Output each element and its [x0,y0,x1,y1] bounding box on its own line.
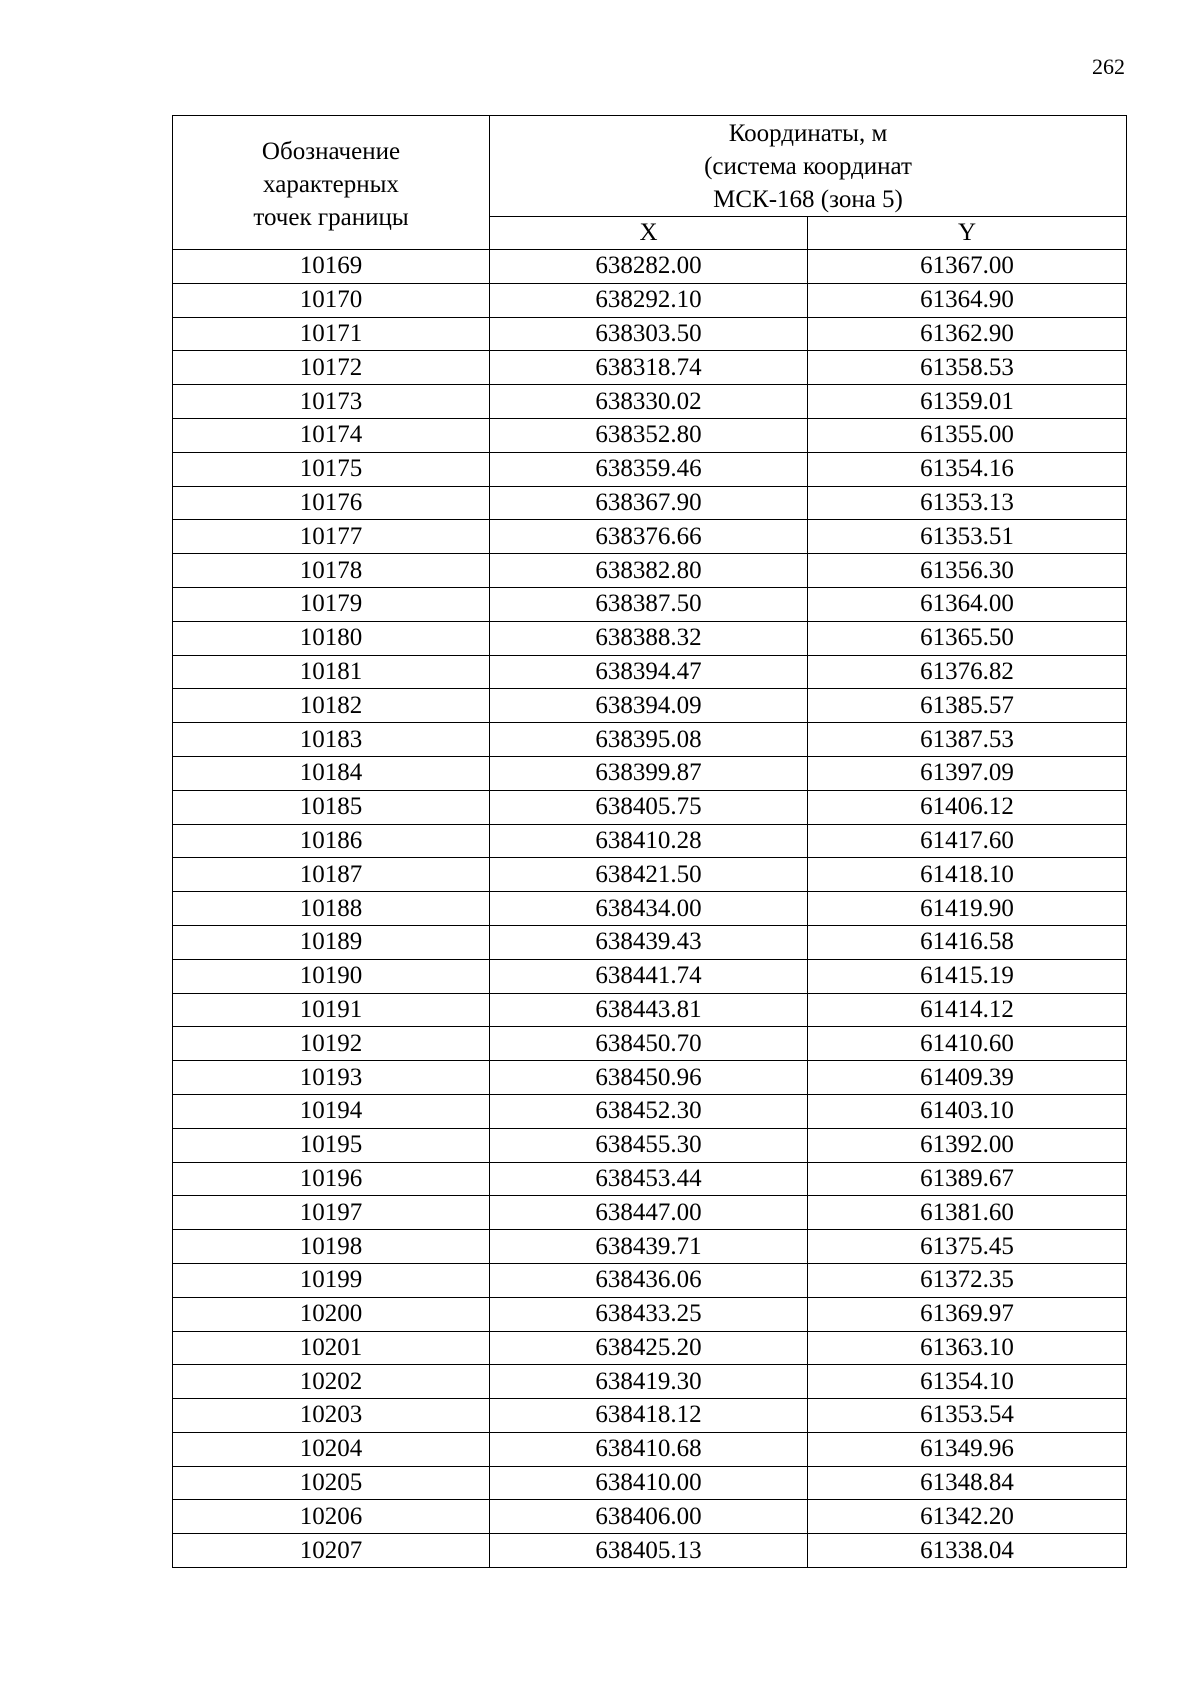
y-coordinate-cell: 61363.10 [808,1331,1127,1365]
y-coordinate-cell: 61362.90 [808,317,1127,351]
point-cell: 10193 [173,1061,490,1095]
x-coordinate-cell: 638367.90 [490,486,808,520]
x-coordinate-cell: 638382.80 [490,554,808,588]
coord-header-line: (система координат [704,153,912,180]
point-cell: 10191 [173,993,490,1027]
y-coordinate-cell: 61354.16 [808,452,1127,486]
table-row [173,993,1127,1027]
table-row [173,689,1127,723]
coordinates-header [490,116,1127,217]
point-cell: 10199 [173,1263,490,1297]
x-coordinate-cell: 638405.75 [490,790,808,824]
point-cell: 10174 [173,418,490,452]
y-coordinate-cell: 61397.09 [808,756,1127,790]
y-coordinate-cell: 61365.50 [808,621,1127,655]
point-cell: 10169 [173,250,490,284]
x-coordinate-cell: 638406.00 [490,1500,808,1534]
x-coordinate-cell: 638410.68 [490,1432,808,1466]
y-coordinate-cell: 61353.51 [808,520,1127,554]
y-coordinate-cell: 61403.10 [808,1094,1127,1128]
point-cell: 10207 [173,1534,490,1568]
point-cell: 10192 [173,1027,490,1061]
table-row [173,554,1127,588]
y-coordinate-cell: 61406.12 [808,790,1127,824]
x-coordinate-cell: 638436.06 [490,1263,808,1297]
y-coordinate-cell: 61353.13 [808,486,1127,520]
y-column-header: Y [808,217,1127,250]
y-coordinate-cell: 61415.19 [808,959,1127,993]
y-coordinate-cell: 61364.00 [808,587,1127,621]
table-row [173,959,1127,993]
x-coordinate-cell: 638439.71 [490,1230,808,1264]
point-header-line: характерных [263,171,399,198]
table-row [173,1534,1127,1568]
x-coordinate-cell: 638434.00 [490,892,808,926]
x-coordinate-cell: 638399.87 [490,756,808,790]
x-coordinate-cell: 638292.10 [490,283,808,317]
table-row [173,351,1127,385]
point-header-line: Обозначение [261,138,401,165]
y-coordinate-cell: 61385.57 [808,689,1127,723]
table-row [173,1094,1127,1128]
y-coordinate-cell: 61375.45 [808,1230,1127,1264]
point-designation-header [173,116,490,250]
page-number: 262 [1092,54,1125,79]
x-coordinate-cell: 638453.44 [490,1162,808,1196]
y-coordinate-cell: 61416.58 [808,925,1127,959]
table-header [173,116,1127,250]
y-coordinate-cell: 61355.00 [808,418,1127,452]
point-cell: 10173 [173,385,490,419]
point-cell: 10184 [173,756,490,790]
y-coordinate-cell: 61409.39 [808,1061,1127,1095]
y-coordinate-cell: 61359.01 [808,385,1127,419]
table-row [173,756,1127,790]
table-row [173,486,1127,520]
x-column-header: X [490,217,808,250]
table-row [173,587,1127,621]
point-cell: 10200 [173,1297,490,1331]
point-cell: 10178 [173,554,490,588]
point-cell: 10195 [173,1128,490,1162]
x-coordinate-cell: 638376.66 [490,520,808,554]
table-row [173,925,1127,959]
x-coordinate-cell: 638410.00 [490,1466,808,1500]
x-coordinate-cell: 638450.96 [490,1061,808,1095]
y-coordinate-cell: 61387.53 [808,723,1127,757]
y-coordinate-cell: 61369.97 [808,1297,1127,1331]
y-coordinate-cell: 61358.53 [808,351,1127,385]
point-cell: 10172 [173,351,490,385]
y-coordinate-cell: 61349.96 [808,1432,1127,1466]
x-coordinate-cell: 638455.30 [490,1128,808,1162]
point-cell: 10190 [173,959,490,993]
point-cell: 10170 [173,283,490,317]
table-row [173,824,1127,858]
table-row [173,1500,1127,1534]
x-coordinate-cell: 638282.00 [490,250,808,284]
x-coordinate-cell: 638419.30 [490,1365,808,1399]
table-row [173,1399,1127,1433]
table-row [173,1331,1127,1365]
table-row [173,1027,1127,1061]
y-coordinate-cell: 61348.84 [808,1466,1127,1500]
table-row [173,892,1127,926]
x-coordinate-cell: 638405.13 [490,1534,808,1568]
table-row [173,1432,1127,1466]
x-coordinate-cell: 638425.20 [490,1331,808,1365]
table-row [173,655,1127,689]
table-row [173,1061,1127,1095]
y-coordinate-cell: 61418.10 [808,858,1127,892]
x-coordinate-cell: 638394.47 [490,655,808,689]
table-row [173,1466,1127,1500]
x-coordinate-cell: 638433.25 [490,1297,808,1331]
y-coordinate-cell: 61410.60 [808,1027,1127,1061]
point-cell: 10189 [173,925,490,959]
point-cell: 10203 [173,1399,490,1433]
table-row [173,250,1127,284]
point-cell: 10186 [173,824,490,858]
y-coordinate-cell: 61364.90 [808,283,1127,317]
x-coordinate-cell: 638439.43 [490,925,808,959]
table-row [173,1365,1127,1399]
x-coordinate-cell: 638450.70 [490,1027,808,1061]
table-row [173,1128,1127,1162]
point-cell: 10185 [173,790,490,824]
table-row [173,520,1127,554]
y-coordinate-cell: 61342.20 [808,1500,1127,1534]
table-row [173,790,1127,824]
x-coordinate-cell: 638452.30 [490,1094,808,1128]
point-cell: 10179 [173,587,490,621]
point-cell: 10201 [173,1331,490,1365]
point-cell: 10196 [173,1162,490,1196]
x-coordinate-cell: 638352.80 [490,418,808,452]
table-row [173,385,1127,419]
point-cell: 10176 [173,486,490,520]
x-coordinate-cell: 638303.50 [490,317,808,351]
coordinates-table [172,115,1127,1568]
point-cell: 10205 [173,1466,490,1500]
point-cell: 10187 [173,858,490,892]
table-row [173,1162,1127,1196]
y-coordinate-cell: 61367.00 [808,250,1127,284]
y-coordinate-cell: 61376.82 [808,655,1127,689]
y-coordinate-cell: 61389.67 [808,1162,1127,1196]
x-coordinate-cell: 638418.12 [490,1399,808,1433]
table-body [173,250,1127,1568]
table-row [173,452,1127,486]
point-cell: 10206 [173,1500,490,1534]
point-cell: 10194 [173,1094,490,1128]
table-row [173,723,1127,757]
x-coordinate-cell: 638395.08 [490,723,808,757]
x-coordinate-cell: 638330.02 [490,385,808,419]
x-coordinate-cell: 638387.50 [490,587,808,621]
point-cell: 10182 [173,689,490,723]
point-cell: 10180 [173,621,490,655]
x-coordinate-cell: 638421.50 [490,858,808,892]
x-coordinate-cell: 638388.32 [490,621,808,655]
x-coordinate-cell: 638447.00 [490,1196,808,1230]
y-coordinate-cell: 61354.10 [808,1365,1127,1399]
table-row [173,283,1127,317]
point-cell: 10175 [173,452,490,486]
x-coordinate-cell: 638410.28 [490,824,808,858]
coord-header-line: МСК-168 (зона 5) [713,186,903,213]
y-coordinate-cell: 61414.12 [808,993,1127,1027]
y-coordinate-cell: 61381.60 [808,1196,1127,1230]
y-coordinate-cell: 61419.90 [808,892,1127,926]
point-cell: 10181 [173,655,490,689]
table-row [173,317,1127,351]
x-coordinate-cell: 638443.81 [490,993,808,1027]
table-row [173,858,1127,892]
x-coordinate-cell: 638394.09 [490,689,808,723]
point-header-line: точек границы [253,204,409,231]
point-cell: 10198 [173,1230,490,1264]
point-cell: 10204 [173,1432,490,1466]
table-row [173,621,1127,655]
x-coordinate-cell: 638318.74 [490,351,808,385]
coord-header-line: Координаты, м [728,120,888,147]
point-cell: 10171 [173,317,490,351]
table-row [173,1196,1127,1230]
y-coordinate-cell: 61356.30 [808,554,1127,588]
x-coordinate-cell: 638359.46 [490,452,808,486]
table-row [173,1263,1127,1297]
y-coordinate-cell: 61338.04 [808,1534,1127,1568]
y-coordinate-cell: 61353.54 [808,1399,1127,1433]
point-cell: 10188 [173,892,490,926]
table-row [173,1230,1127,1264]
point-cell: 10177 [173,520,490,554]
point-cell: 10197 [173,1196,490,1230]
table-row [173,1297,1127,1331]
point-cell: 10183 [173,723,490,757]
table-row [173,418,1127,452]
point-cell: 10202 [173,1365,490,1399]
y-coordinate-cell: 61372.35 [808,1263,1127,1297]
x-coordinate-cell: 638441.74 [490,959,808,993]
y-coordinate-cell: 61417.60 [808,824,1127,858]
y-coordinate-cell: 61392.00 [808,1128,1127,1162]
